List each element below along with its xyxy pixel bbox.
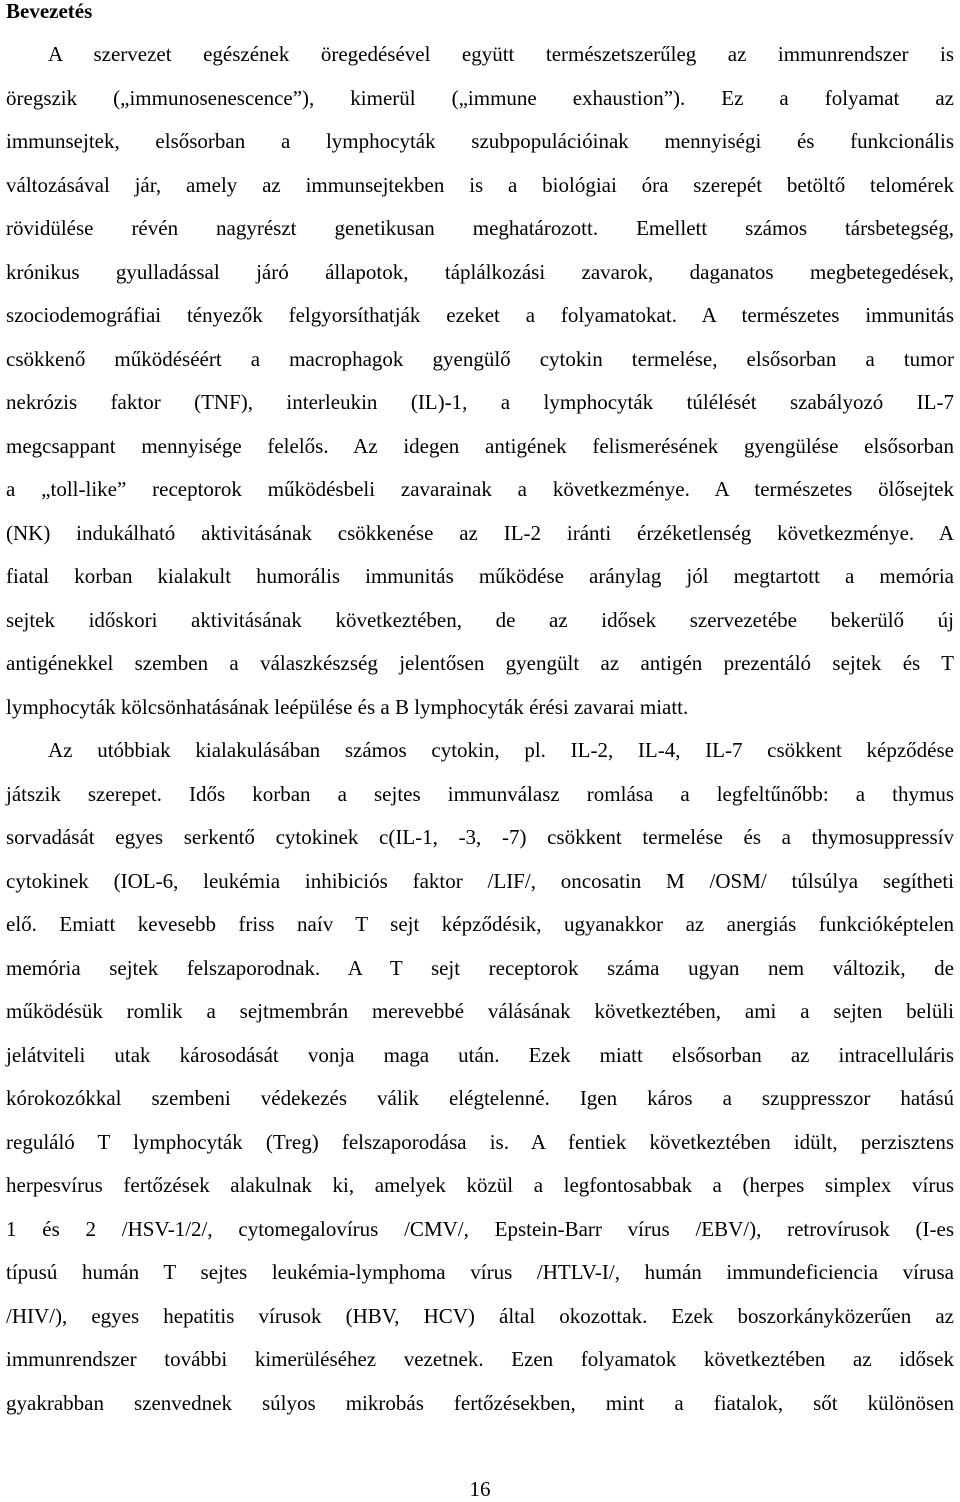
text-line: immunrendszer további kimerüléséhez vezetnek. Ezen folyamatok következtében az idősek bbox=[6, 1347, 954, 1371]
text-line: elő. Emiatt kevesebb friss naív T sejt képződésik, ugyanakkor az anergiás funkcióképtelen bbox=[6, 912, 954, 936]
text-line: sejtek időskori aktivitásának következtében, de az idősek szervezetébe bekerülő új bbox=[6, 607, 954, 632]
text-line: /HIV/), egyes hepatitis vírusok (HBV, HCV) által okozottak. Ezek boszorkányközerűen az bbox=[6, 1303, 954, 1328]
text-line: öregszik („immunosenescence”), kimerül („immune exhaustion”). Ez a folyamat az bbox=[6, 85, 954, 110]
text-line: kórokozókkal szembeni védekezés válik elégtelenné. Igen káros a szuppresszor hatású bbox=[6, 1086, 954, 1110]
text-line: memória sejtek felszaporodnak. A T sejt receptorok száma ugyan nem változik, de bbox=[6, 955, 954, 980]
text-line: lymphocyták kölcsönhatásának leépülése és a B lymphocyták érési zavarai miatt. bbox=[6, 694, 689, 719]
text-line: szociodemográfiai tényezők felgyorsíthatják ezeket a folyamatokat. A természetes immunitás bbox=[6, 303, 954, 327]
text-line: cytokinek (IOL-6, leukémia inhibiciós faktor /LIF/, oncosatin M /OSM/ túlsúlya segítheti bbox=[6, 868, 954, 893]
page-number: 16 bbox=[469, 1477, 491, 1501]
text-line: herpesvírus fertőzések alakulnak ki, amelyek közül a legfontosabbak a (herpes simplex vírus bbox=[6, 1173, 954, 1197]
text-line: a „toll-like” receptorok működésbeli zavarainak a következménye. A természetes ölősejtek bbox=[6, 477, 954, 501]
text-line: játszik szerepet. Idős korban a sejtes immunválasz romlása a legfeltűnőbb: a thymus bbox=[6, 781, 954, 806]
text-line: sorvadását egyes serkentő cytokinek c(IL-1, -3, -7) csökkent termelése és a thymosuppressív bbox=[6, 825, 954, 849]
text-line: (NK) indukálható aktivitásának csökkenése az IL-2 iránti érzéketlenség következménye. A bbox=[6, 520, 954, 545]
text-line: 1 és 2 /HSV-1/2/, cytomegalovírus /CMV/, Epstein-Barr vírus /EBV/), retrovírusok (I-es bbox=[6, 1216, 954, 1241]
text-line: megcsappant mennyisége felelős. Az idegen antigének felismerésének gyengülése elsősorban bbox=[6, 433, 954, 458]
text-line: működésük romlik a sejtmembrán merevebbé válásának következtében, ami a sejten belüli bbox=[6, 999, 954, 1023]
text-line: fiatal korban kialakult humorális immunitás működése aránylag jól megtartott a memória bbox=[6, 564, 954, 588]
text-line: típusú humán T sejtes leukémia-lymphoma vírus /HTLV-I/, humán immundeficiencia vírusa bbox=[6, 1260, 954, 1284]
text-line: rövidülése révén nagyrészt genetikusan meghatározott. Emellett számos társbetegség, bbox=[6, 216, 954, 240]
text-line: reguláló T lymphocyták (Treg) felszaporodása is. A fentiek következtében idült, perzisztens bbox=[6, 1129, 954, 1154]
text-line: jelátviteli utak károsodását vonja maga után. Ezek miatt elsősorban az intracelluláris bbox=[6, 1042, 954, 1067]
section-heading: Bevezetés bbox=[6, 0, 93, 23]
text-line: krónikus gyulladással járó állapotok, táplálkozási zavarok, daganatos megbetegedések, bbox=[6, 259, 954, 284]
text-line: változásával jár, amely az immunsejtekben is a biológiai óra szerepét betöltő telomérek bbox=[6, 172, 954, 197]
text-line: antigénekkel szemben a válaszkészség jelentősen gyengült az antigén prezentáló sejtek és T bbox=[6, 651, 954, 675]
text-line: csökkenő működéséért a macrophagok gyengülő cytokin termelése, elsősorban a tumor bbox=[6, 346, 954, 371]
text-line: nekrózis faktor (TNF), interleukin (IL)-1, a lymphocyták túlélését szabályozó IL-7 bbox=[6, 390, 954, 414]
text-line: Az utóbbiak kialakulásában számos cytokin, pl. IL-2, IL-4, IL-7 csökkent képződése bbox=[48, 738, 954, 762]
text-line: A szervezet egészének öregedésével együtt természetszerűleg az immunrendszer is bbox=[48, 42, 954, 66]
text-line: immunsejtek, elsősorban a lymphocyták szubpopulációinak mennyiségi és funkcionális bbox=[6, 129, 954, 153]
text-line: gyakrabban szenvednek súlyos mikrobás fertőzésekben, mint a fiatalok, sőt különösen bbox=[6, 1390, 954, 1415]
